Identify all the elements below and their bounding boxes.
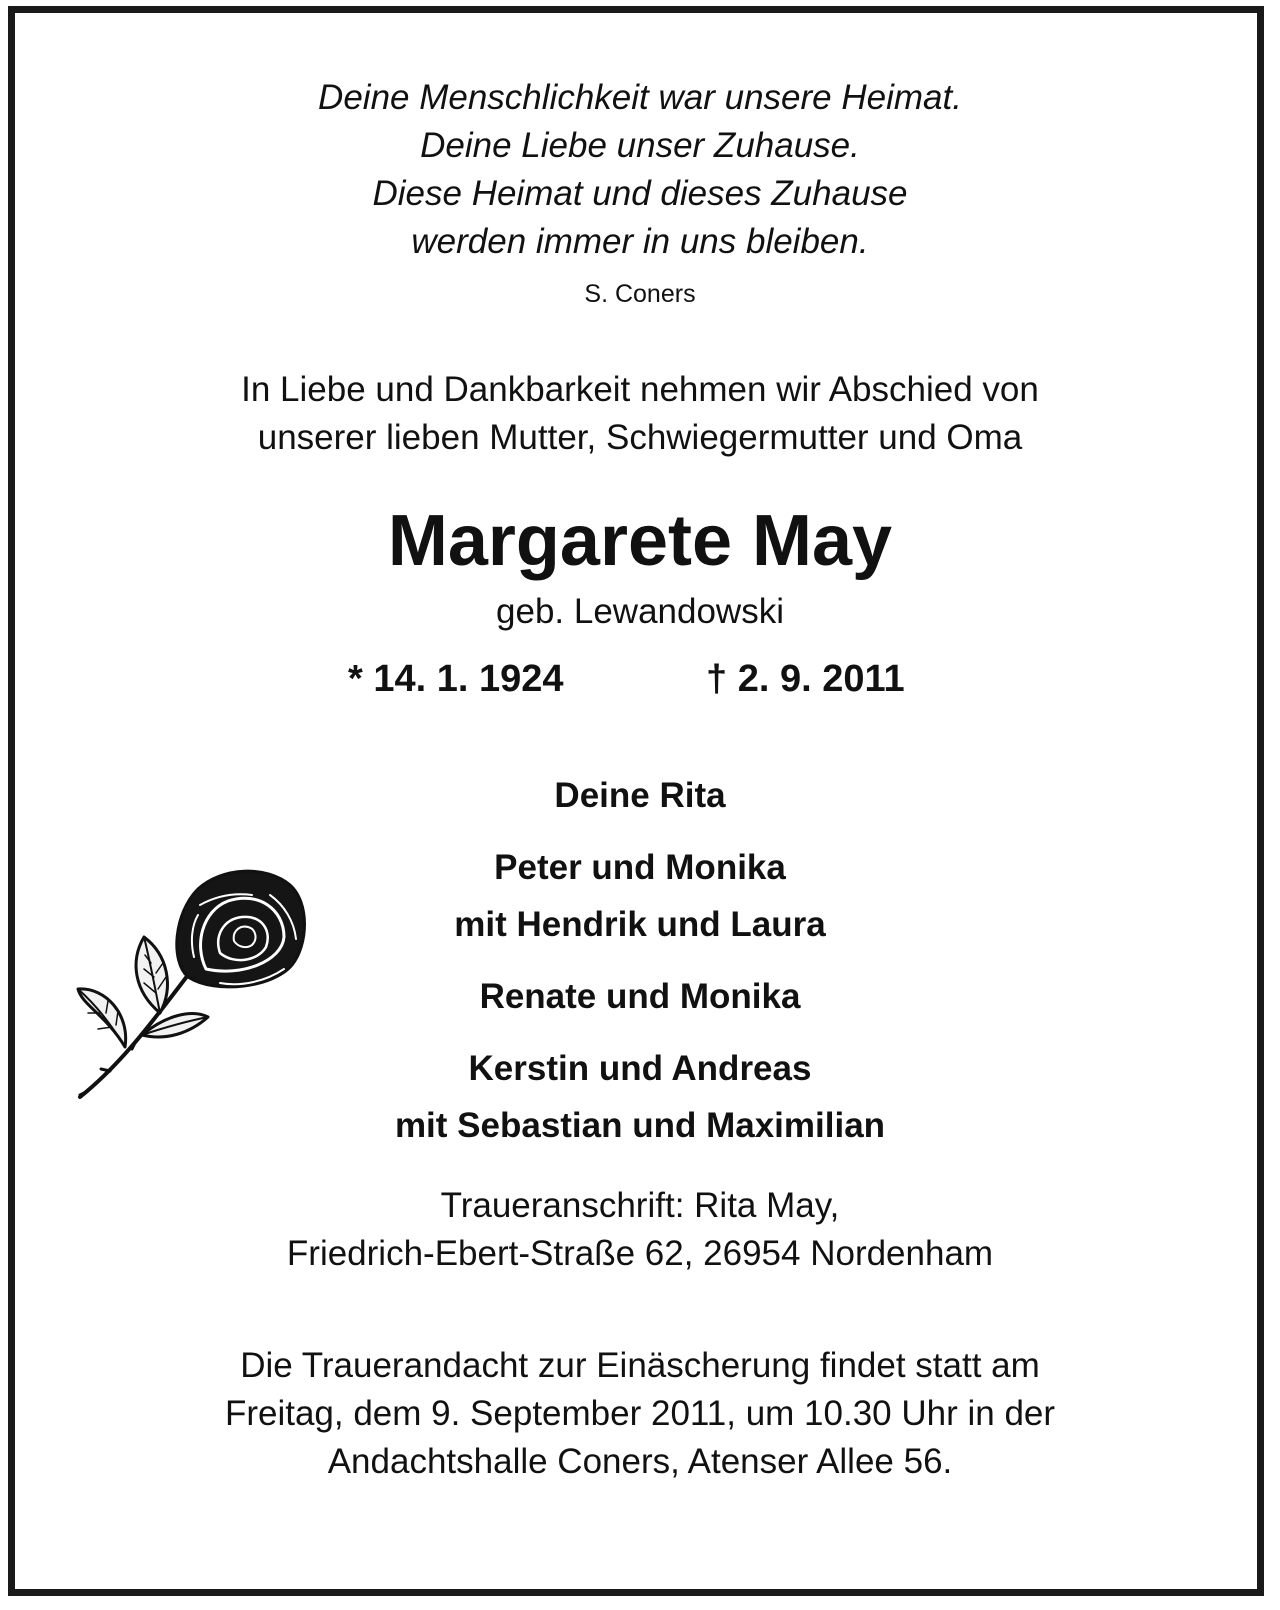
- death-date: † 2. 9. 2011: [706, 658, 905, 700]
- service-line: Andachtshalle Coners, Atenser Allee 56.: [327, 1442, 953, 1481]
- mourner-line: Renate und Monika: [479, 977, 801, 1016]
- mourner-line: mit Hendrik und Laura: [454, 905, 826, 944]
- verse-author: S. Coners: [584, 280, 696, 308]
- intro-line: unserer lieben Mutter, Schwiegermutter und Oma: [257, 418, 1023, 457]
- birth-date: * 14. 1. 1924: [348, 658, 564, 700]
- rose-icon: [70, 865, 330, 1110]
- address-line: Friedrich-Ebert-Straße 62, 26954 Nordenham: [286, 1234, 994, 1273]
- verse-line: Deine Menschlichkeit war unsere Heimat.: [318, 78, 962, 117]
- verse-line: Deine Liebe unser Zuhause.: [420, 126, 860, 165]
- service-line: Freitag, dem 9. September 2011, um 10.30 Uhr in der: [224, 1394, 1056, 1433]
- mourner-line: Peter und Monika: [494, 848, 786, 887]
- service-line: Die Trauerandacht zur Einäscherung findet statt am: [240, 1346, 1040, 1385]
- address-line: Traueranschrift: Rita May,: [440, 1186, 840, 1225]
- verse-line: Diese Heimat und dieses Zuhause: [372, 174, 908, 213]
- deceased-name: Margarete May: [387, 501, 893, 581]
- mourner-line: Deine Rita: [554, 776, 726, 815]
- intro-line: In Liebe und Dankbarkeit nehmen wir Abschied von: [241, 370, 1039, 409]
- mourner-line: mit Sebastian und Maximilian: [394, 1106, 886, 1145]
- birth-name: geb. Lewandowski: [496, 592, 784, 631]
- verse-line: werden immer in uns bleiben.: [411, 222, 869, 261]
- mourner-line: Kerstin und Andreas: [468, 1049, 812, 1088]
